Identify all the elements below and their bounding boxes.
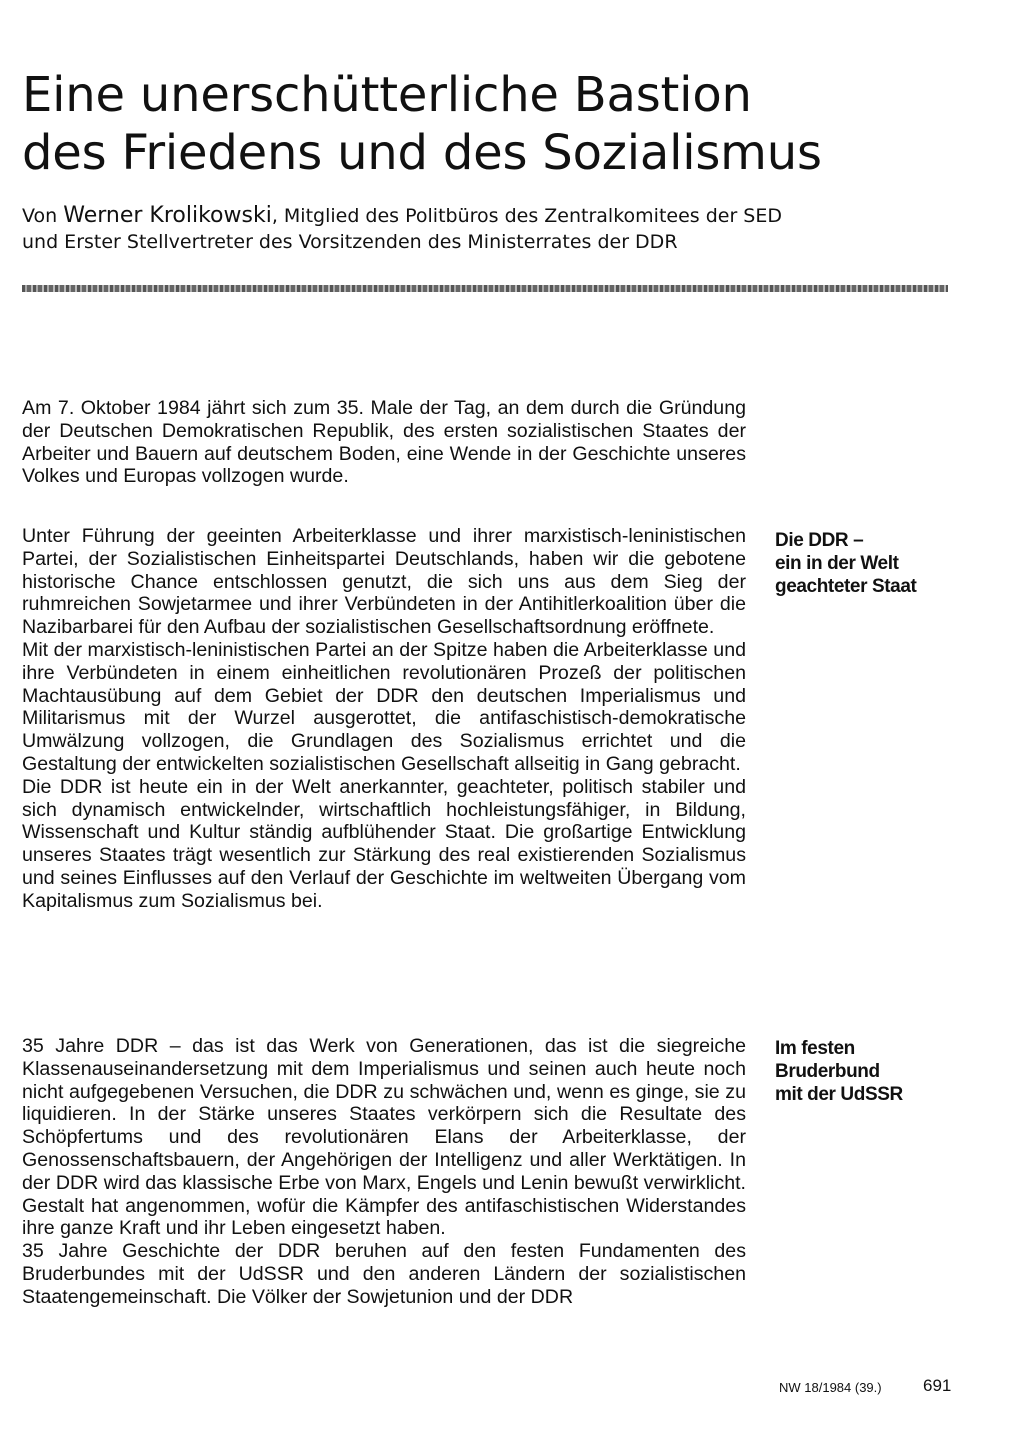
section-1-paragraph: Unter Führung der geeinten Arbeiterklasse und ihrer marxistisch-leninistischen Partei, der Sozialistischen Einheitspartei Deutschlands, haben wir die gebotene historische Chance entschlossen genutzt, die sich uns aus dem Sieg der ruhmreichen Sowjetarmee und ihrer Verbündeten in der Antihitlerkoalition über die Nazibarbarei für den Aufbau der sozialistischen Gesellschaftsordnung eröffnete. (22, 525, 746, 639)
section-2-body (22, 1035, 746, 1309)
byline-author: Werner Krolikowski (63, 203, 272, 228)
intro-paragraph (22, 397, 746, 488)
margin-note-line: Die DDR – (775, 530, 864, 551)
margin-note-line: mit der UdSSR (775, 1084, 903, 1105)
margin-note-line: ein in der Welt (775, 553, 899, 574)
footer-source: NW 18/1984 (39.) (779, 1380, 882, 1395)
margin-note-line: Im festen (775, 1038, 855, 1059)
margin-note-ddr (775, 529, 955, 598)
byline-role-line-2: und Erster Stellvertreter des Vorsitzenden des Ministerrates der DDR (22, 231, 678, 253)
margin-note-line: geachteter Staat (775, 576, 917, 597)
margin-note-bruderbund (775, 1037, 955, 1106)
section-1-body (22, 525, 746, 913)
section-2-paragraph: 35 Jahre DDR – das ist das Werk von Generationen, das ist die siegreiche Klassenauseinandersetzung mit dem Imperialismus und seinen auch heute noch nicht aufgegebenen Versuchen, die DDR zu schwächen und, wenn es ginge, sie zu liquidieren. In der Stärke unseres Staates verkörpern sich die Resultate des Schöpfertums und des revolutionären Elans der Arbeiterklasse, der Genossenschaftsbauern, der Angehörigen der Intelligenz und aller Werktätigen. In der DDR wird das klassische Erbe von Marx, Engels und Lenin bewußt verwirklicht. Gestalt hat angenommen, wofür die Kämpfer des antifaschistischen Widerstandes ihre ganze Kraft und ihr Leben eingesetzt haben. (22, 1035, 746, 1240)
section-1-paragraph: Die DDR ist heute ein in der Welt anerkannter, geachteter, politisch stabiler und sich dynamisch entwickelnder, wirtschaftlich hochleistungsfähiger, in Bildung, Wissenschaft und Kultur ständig aufblühender Staat. Die großartige Entwicklung unseres Staates trägt wesentlich zur Stärkung des real existierenden Sozialismus und seines Einflusses auf den Verlauf der Geschichte im weltweiten Übergang vom Kapitalismus zum Sozialismus bei. (22, 775, 746, 912)
byline-role-line-1: , Mitglied des Politbüros des Zentralkomitees der SED (271, 205, 783, 227)
section-1-paragraph: Mit der marxistisch-leninistischen Partei an der Spitze haben die Arbeiterklasse und ihre Verbündeten in einem einheitlichen revolutionären Prozeß der politischen Machtausübung auf dem Gebiet der DDR den deutschen Imperialismus und Militarismus mit der Wurzel ausgerottet, die antifaschistisch-demokratische Umwälzung vollzogen, die Grundlagen des Sozialismus errichtet und die Gestaltung der entwickelten sozialistischen Gesellschaft allseitig in Gang gebracht. (22, 638, 746, 775)
page-number: 691 (923, 1376, 952, 1395)
title-line-1: Eine unerschütterliche Bastion (22, 67, 752, 123)
title-rule-divider (22, 285, 948, 292)
section-2-paragraph: 35 Jahre Geschichte der DDR beruhen auf den festen Fundamenten des Bruderbundes mit der UdSSR und den anderen Ländern der sozialistischen Staatengemeinschaft. Die Völker der Sowjetunion und der DDR (22, 1240, 746, 1308)
byline-prefix: Von (22, 205, 64, 227)
article-title (22, 66, 982, 182)
margin-note-line: Bruderbund (775, 1061, 880, 1082)
title-line-2: des Friedens und des Sozialismus (22, 125, 822, 181)
intro-text: Am 7. Oktober 1984 jährt sich zum 35. Male der Tag, an dem durch die Gründung der Deutschen Demokratischen Republik, des ersten sozialistischen Staates der Arbeiter und Bauern auf deutschem Boden, eine Wende in der Geschichte unseres Volkes und Europas vollzogen wurde. (22, 397, 746, 488)
byline (22, 203, 982, 255)
